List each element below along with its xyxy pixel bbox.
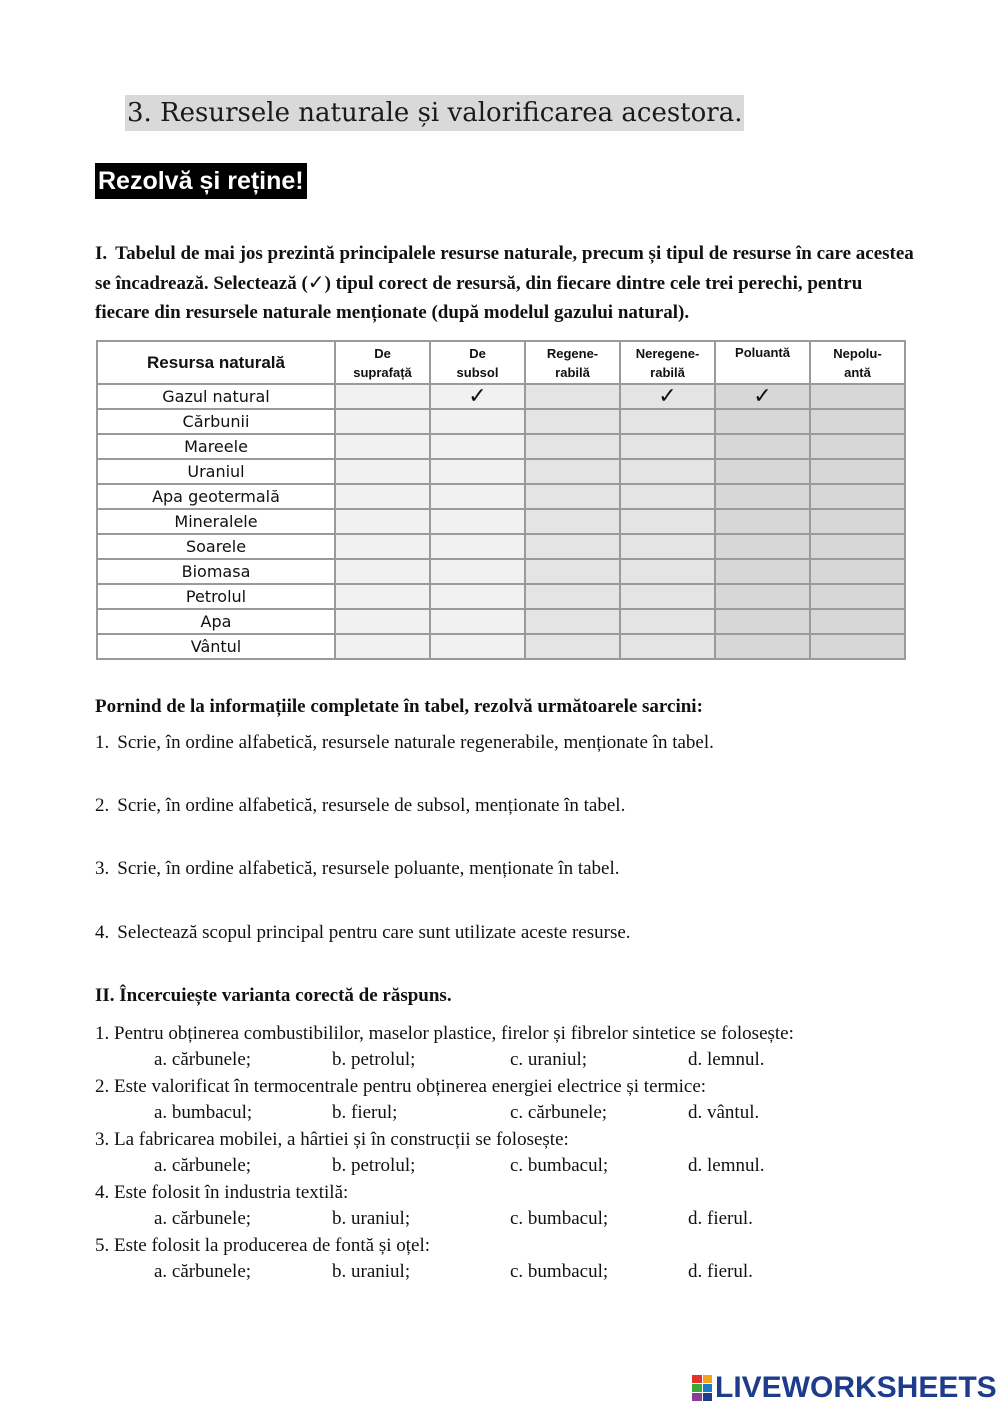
resource-name: Petrolul	[97, 584, 335, 609]
table-row	[97, 434, 905, 459]
header-surface: De suprafață	[335, 341, 430, 384]
answer-option-a[interactable]: a. cărbunele;	[154, 1261, 252, 1282]
task-one-text-before: Tabelul de mai jos prezintă principalele resurse naturale, precum și tipul de resurse în care acestea se încadrează. Selectează (	[95, 243, 914, 294]
answer-options	[95, 1153, 975, 1179]
check-cell[interactable]	[620, 409, 715, 434]
check-cell[interactable]	[715, 634, 810, 659]
check-cell[interactable]	[430, 609, 525, 634]
logo-text: LIVEWORKSHEETS	[715, 1371, 997, 1404]
section-banner: Rezolvă și reține!	[95, 163, 307, 199]
check-cell[interactable]	[525, 584, 620, 609]
section-two-heading: II. Încercuiește varianta corectă de răspuns.	[95, 985, 452, 1006]
check-cell[interactable]	[335, 484, 430, 509]
table-row	[97, 409, 905, 434]
answer-option-b[interactable]: b. uraniul;	[332, 1261, 411, 1282]
task-one-number: I.	[95, 243, 108, 264]
question-text: 5. Este folosit la producerea de fontă și oțel:	[95, 1235, 431, 1256]
answer-option-a[interactable]: a. cărbunele;	[154, 1049, 252, 1070]
header-subsoil: De subsol	[430, 341, 525, 384]
check-cell[interactable]	[335, 634, 430, 659]
answer-option-c[interactable]: c. uraniul;	[510, 1049, 588, 1070]
check-cell[interactable]	[335, 609, 430, 634]
check-cell[interactable]	[525, 384, 620, 409]
check-cell[interactable]	[810, 584, 905, 609]
table-row	[97, 559, 905, 584]
task-item: 3. Scrie, în ordine alfabetică, resursele poluante, menționate în tabel.	[95, 858, 620, 879]
resource-name: Mineralele	[97, 509, 335, 534]
check-cell[interactable]	[810, 384, 905, 409]
check-cell[interactable]	[620, 634, 715, 659]
check-cell[interactable]	[430, 384, 525, 409]
answer-option-c[interactable]: c. cărbunele;	[510, 1102, 608, 1123]
resource-name: Soarele	[97, 534, 335, 559]
check-cell[interactable]	[335, 409, 430, 434]
check-cell[interactable]	[335, 559, 430, 584]
check-cell[interactable]	[810, 434, 905, 459]
check-cell[interactable]	[810, 609, 905, 634]
resource-name: Biomasa	[97, 559, 335, 584]
answer-options	[95, 1100, 975, 1126]
answer-option-d[interactable]: d. fierul.	[688, 1208, 753, 1229]
check-cell[interactable]	[810, 409, 905, 434]
answer-option-c[interactable]: c. bumbacul;	[510, 1261, 609, 1282]
check-cell[interactable]	[525, 534, 620, 559]
check-icon: ✓	[753, 384, 772, 409]
answer-option-d[interactable]: d. fierul.	[688, 1261, 753, 1282]
check-cell[interactable]	[620, 559, 715, 584]
check-cell[interactable]	[715, 509, 810, 534]
check-cell[interactable]	[525, 559, 620, 584]
resource-name: Gazul natural	[97, 384, 335, 409]
check-icon: ✓	[307, 270, 325, 294]
answer-option-d[interactable]: d. lemnul.	[688, 1155, 765, 1176]
check-cell[interactable]	[430, 484, 525, 509]
check-cell[interactable]	[810, 459, 905, 484]
check-cell[interactable]	[715, 609, 810, 634]
check-icon: ✓	[658, 384, 677, 409]
answer-option-a[interactable]: a. cărbunele;	[154, 1155, 252, 1176]
check-cell[interactable]	[810, 559, 905, 584]
logo-icon	[692, 1375, 712, 1401]
check-cell[interactable]	[620, 609, 715, 634]
answer-option-b[interactable]: b. uraniul;	[332, 1208, 411, 1229]
check-icon: ✓	[468, 384, 487, 409]
check-cell[interactable]	[715, 434, 810, 459]
table-row	[97, 384, 905, 409]
resource-name: Mareele	[97, 434, 335, 459]
header-nonpolluting: Nepolu- antă	[810, 341, 905, 384]
check-cell[interactable]	[810, 634, 905, 659]
resource-name: Apa geotermală	[97, 484, 335, 509]
task-item: 1. Scrie, în ordine alfabetică, resursele naturale regenerabile, menționate în tabel.	[95, 732, 714, 753]
task-item: 2. Scrie, în ordine alfabetică, resursele de subsol, menționate în tabel.	[95, 795, 626, 816]
table-row	[97, 459, 905, 484]
answer-option-a[interactable]: a. cărbunele;	[154, 1208, 252, 1229]
tasks-lead: Pornind de la informațiile completate în tabel, rezolvă următoarele sarcini:	[95, 696, 703, 717]
answer-options	[95, 1259, 975, 1285]
check-cell[interactable]	[335, 459, 430, 484]
check-cell[interactable]	[620, 459, 715, 484]
question-text: 3. La fabricarea mobilei, a hârtiei și în construcții se folosește:	[95, 1129, 569, 1150]
check-cell[interactable]	[715, 459, 810, 484]
check-cell[interactable]	[715, 559, 810, 584]
check-cell[interactable]	[430, 509, 525, 534]
check-cell[interactable]	[430, 634, 525, 659]
check-cell[interactable]	[525, 434, 620, 459]
answer-option-b[interactable]: b. petrolul;	[332, 1155, 416, 1176]
check-cell[interactable]	[715, 384, 810, 409]
check-cell[interactable]	[335, 384, 430, 409]
multiple-choice-list	[95, 1020, 975, 1285]
check-cell[interactable]	[810, 534, 905, 559]
check-cell[interactable]	[715, 484, 810, 509]
answer-option-b[interactable]: b. petrolul;	[332, 1049, 416, 1070]
task-item: 4. Selectează scopul principal pentru care sunt utilizate aceste resurse.	[95, 922, 631, 943]
resource-name: Vântul	[97, 634, 335, 659]
check-cell[interactable]	[620, 484, 715, 509]
answer-options	[95, 1206, 975, 1232]
table-row	[97, 534, 905, 559]
check-cell[interactable]	[335, 434, 430, 459]
question-text: 4. Este folosit în industria textilă:	[95, 1182, 349, 1203]
check-cell[interactable]	[620, 584, 715, 609]
table-row	[97, 484, 905, 509]
check-cell[interactable]	[525, 459, 620, 484]
answer-option-c[interactable]: c. bumbacul;	[510, 1155, 609, 1176]
check-cell[interactable]	[430, 559, 525, 584]
check-cell[interactable]	[430, 534, 525, 559]
question-text: 1. Pentru obținerea combustibililor, maselor plastice, firelor și fibrelor sintetice se folosește:	[95, 1023, 794, 1044]
task-one-instructions	[95, 239, 915, 327]
header-renewable: Regene- rabilă	[525, 341, 620, 384]
header-resource: Resursa naturală	[97, 341, 335, 384]
check-cell[interactable]	[430, 584, 525, 609]
check-cell[interactable]	[620, 509, 715, 534]
check-cell[interactable]	[620, 434, 715, 459]
check-cell[interactable]	[430, 459, 525, 484]
check-cell[interactable]	[715, 534, 810, 559]
resource-name: Uraniul	[97, 459, 335, 484]
worksheet-title-wrap	[125, 95, 744, 131]
check-cell[interactable]	[525, 484, 620, 509]
answer-option-a[interactable]: a. bumbacul;	[154, 1102, 253, 1123]
answer-option-b[interactable]: b. fierul;	[332, 1102, 398, 1123]
check-cell[interactable]	[810, 509, 905, 534]
check-cell[interactable]	[525, 609, 620, 634]
check-cell[interactable]	[525, 509, 620, 534]
answer-option-d[interactable]: d. lemnul.	[688, 1049, 765, 1070]
check-cell[interactable]	[525, 409, 620, 434]
check-cell[interactable]	[715, 584, 810, 609]
check-cell[interactable]	[525, 634, 620, 659]
liveworksheets-logo	[692, 1372, 997, 1404]
check-cell[interactable]	[810, 484, 905, 509]
header-nonrenewable: Neregene- rabilă	[620, 341, 715, 384]
task-one-text-after: ) tipul corect de resursă, din fiecare dintre cele trei perechi, pentru fiecare din resursele naturale menționate (după modelul gazului natural).	[95, 273, 863, 323]
table-row	[97, 584, 905, 609]
answer-option-c[interactable]: c. bumbacul;	[510, 1208, 609, 1229]
check-cell[interactable]	[620, 384, 715, 409]
check-cell[interactable]	[335, 534, 430, 559]
table-body	[97, 384, 905, 659]
table-row	[97, 509, 905, 534]
worksheet-title: 3. Resursele naturale și valorificarea acestora.	[125, 95, 744, 131]
resource-name: Apa	[97, 609, 335, 634]
resource-name: Cărbunii	[97, 409, 335, 434]
answer-options	[95, 1047, 975, 1073]
header-polluting: Poluantă	[715, 341, 810, 384]
check-cell[interactable]	[335, 509, 430, 534]
table-row	[97, 634, 905, 659]
answer-option-d[interactable]: d. vântul.	[688, 1102, 760, 1123]
resources-table	[96, 340, 906, 660]
check-cell[interactable]	[335, 584, 430, 609]
table-header-row	[97, 341, 905, 384]
question-text: 2. Este valorificat în termocentrale pentru obținerea energiei electrice și termice:	[95, 1076, 707, 1097]
table-row	[97, 609, 905, 634]
check-cell[interactable]	[430, 434, 525, 459]
check-cell[interactable]	[620, 534, 715, 559]
check-cell[interactable]	[715, 409, 810, 434]
check-cell[interactable]	[430, 409, 525, 434]
